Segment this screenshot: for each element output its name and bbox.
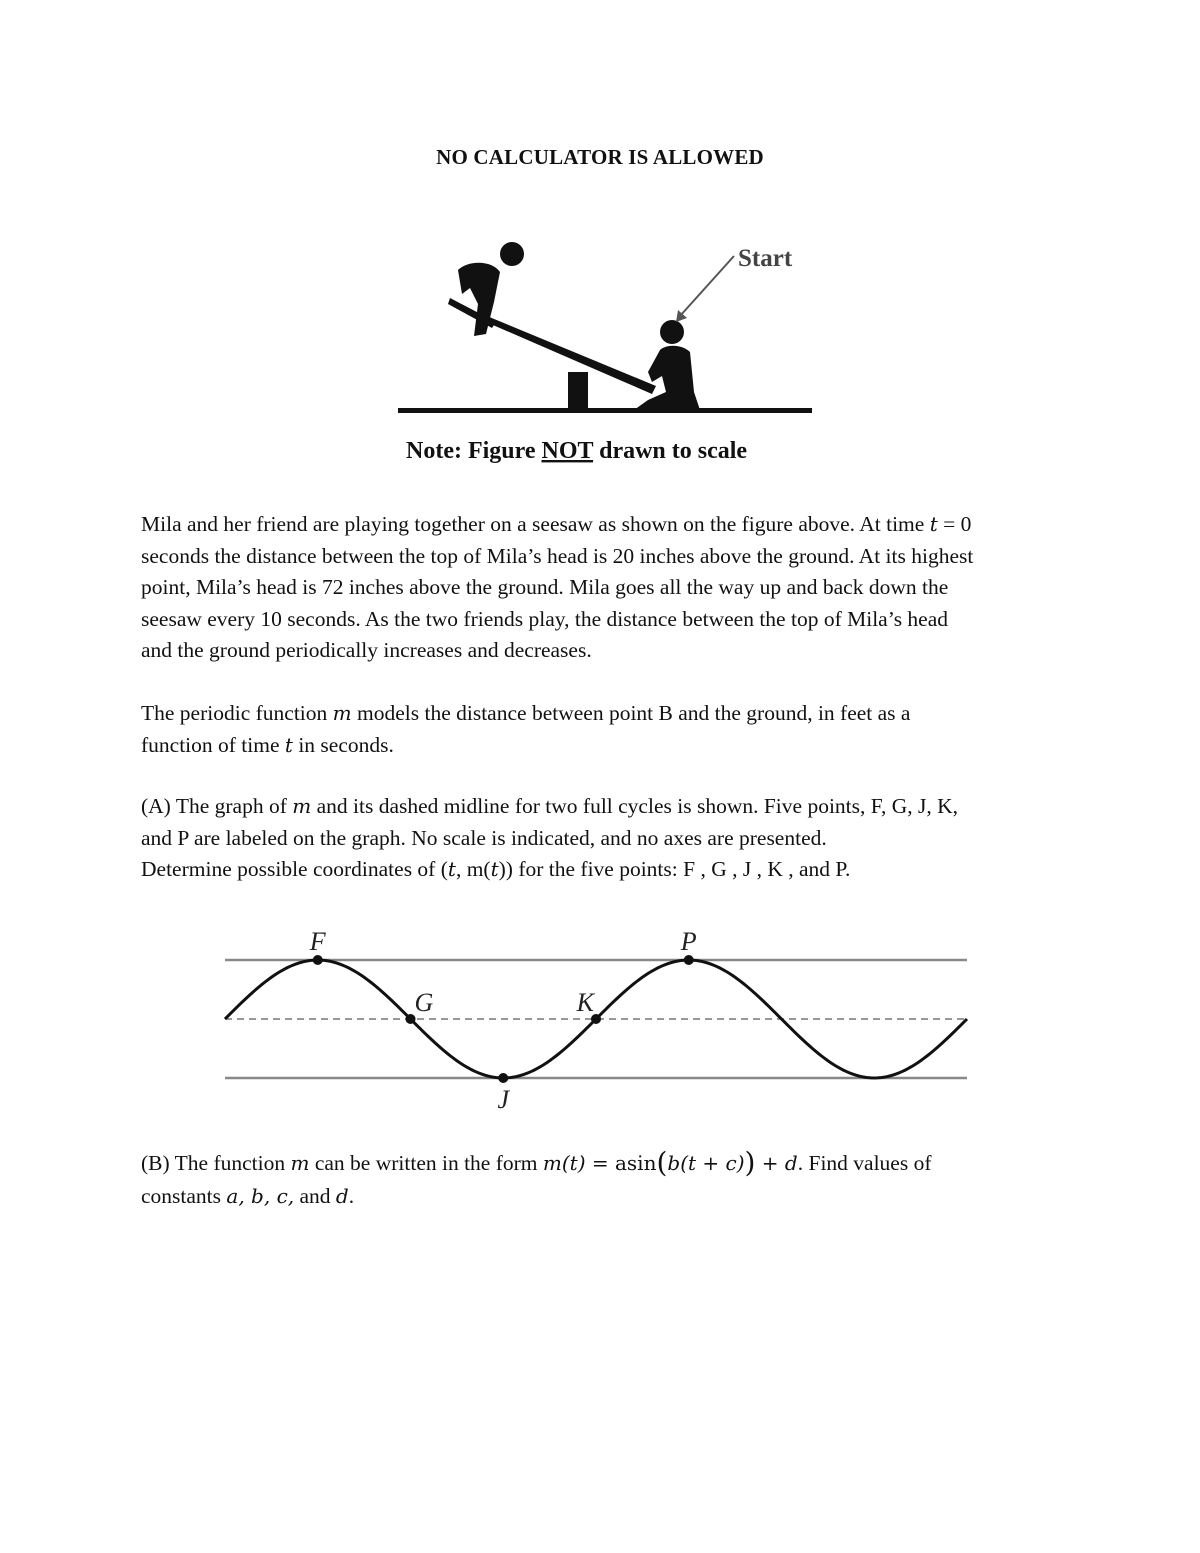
var-t: t [490, 857, 499, 881]
intro-text: Mila and her friend are playing together on a seesaw as shown on the figure above. At time [141, 512, 930, 536]
part-a-line-2: and P are labeled on the graph. No scale is indicated, and no axes are presented. [141, 825, 827, 850]
part-a-text: Determine possible coordinates of ( [141, 857, 448, 881]
var-t: t [284, 732, 293, 757]
part-b-line-2 [141, 1180, 1071, 1213]
note-suffix: drawn to scale [593, 438, 748, 464]
point-p [684, 955, 694, 965]
point-label-g: G [414, 988, 434, 1017]
function-text: models the distance between point B and the ground, in feet as a [351, 701, 911, 725]
part-a-text: and its dashed midline for two full cycles is shown. Five points, F, G, J, K, [311, 794, 959, 818]
function-line-2 [141, 730, 1071, 762]
point-label-j: J [497, 1085, 510, 1114]
point-f [313, 955, 323, 965]
start-arrow [680, 256, 734, 316]
point-label-f: F [309, 927, 326, 956]
part-a-line-3 [141, 854, 1071, 886]
part-b-line-1 [141, 1146, 1071, 1180]
function-text: The periodic function [141, 701, 333, 725]
part-a-text: , m( [455, 857, 491, 881]
intro-line-4: seesaw every 10 seconds. As the two friends play, the distance between the top of Mila’s head [141, 606, 949, 631]
intro-paragraph [141, 509, 1071, 667]
formula-rhs: + d [755, 1151, 798, 1175]
formula-close-paren: ) [744, 1146, 756, 1179]
ground-line [398, 408, 812, 413]
var-t: t [929, 512, 938, 536]
part-a-text: (A) The graph of [141, 794, 293, 818]
friend-figure-left [448, 242, 524, 336]
labeled-points [309, 927, 697, 1114]
function-paragraph [141, 698, 1071, 761]
part-a-paragraph [141, 791, 1071, 886]
formula-arg: b(t + c) [667, 1151, 745, 1175]
part-b-paragraph [141, 1146, 1071, 1213]
part-b-text: can be written in the form [309, 1151, 543, 1175]
var-m: m [290, 1151, 310, 1175]
note-prefix: Note: Figure [406, 438, 542, 464]
part-a-text: )) for the five points: F , G , J , K , and P. [498, 857, 851, 881]
part-b-text: (B) The function [141, 1151, 291, 1175]
var-m: m [292, 794, 312, 818]
seesaw-figure [390, 232, 820, 472]
formula-open-paren: ( [656, 1146, 668, 1179]
formula-lhs: m(t) = [542, 1151, 615, 1175]
point-j [498, 1073, 508, 1083]
var-d: d [335, 1184, 349, 1208]
figure-note [406, 438, 747, 464]
function-text: function of time [141, 732, 285, 757]
note-emphasis: NOT [541, 438, 594, 464]
function-line-1 [141, 698, 1071, 730]
part-b-text: and [294, 1184, 336, 1208]
sine-graph [215, 915, 985, 1120]
fulcrum-post [568, 372, 588, 410]
start-label: Start [738, 245, 793, 272]
point-label-k: K [576, 988, 594, 1017]
page-title: NO CALCULATOR IS ALLOWED [436, 145, 764, 169]
part-b-text: constants [141, 1184, 227, 1208]
point-label-p: P [680, 927, 697, 956]
var-t: t [447, 857, 456, 881]
intro-line-5: and the ground periodically increases and decreases. [141, 638, 592, 662]
intro-line-3: point, Mila’s head is 72 inches above the ground. Mila goes all the way up and back down the [141, 575, 949, 599]
intro-line-2: seconds the distance between the top of Mila’s head is 20 inches above the ground. At its highest [141, 543, 974, 568]
intro-line-1 [141, 509, 1071, 541]
var-m: m [332, 701, 352, 725]
start-arrow-head [676, 310, 687, 322]
part-b-text: . Find values of [797, 1151, 932, 1175]
part-b-text: . [348, 1184, 355, 1208]
part-a-line-1 [141, 791, 1071, 823]
formula-sin: asin [614, 1151, 657, 1175]
mila-figure [634, 320, 700, 410]
intro-eq: = 0 [937, 512, 972, 536]
function-text: in seconds. [292, 732, 394, 757]
constants-list: a, b, c, [226, 1184, 295, 1208]
